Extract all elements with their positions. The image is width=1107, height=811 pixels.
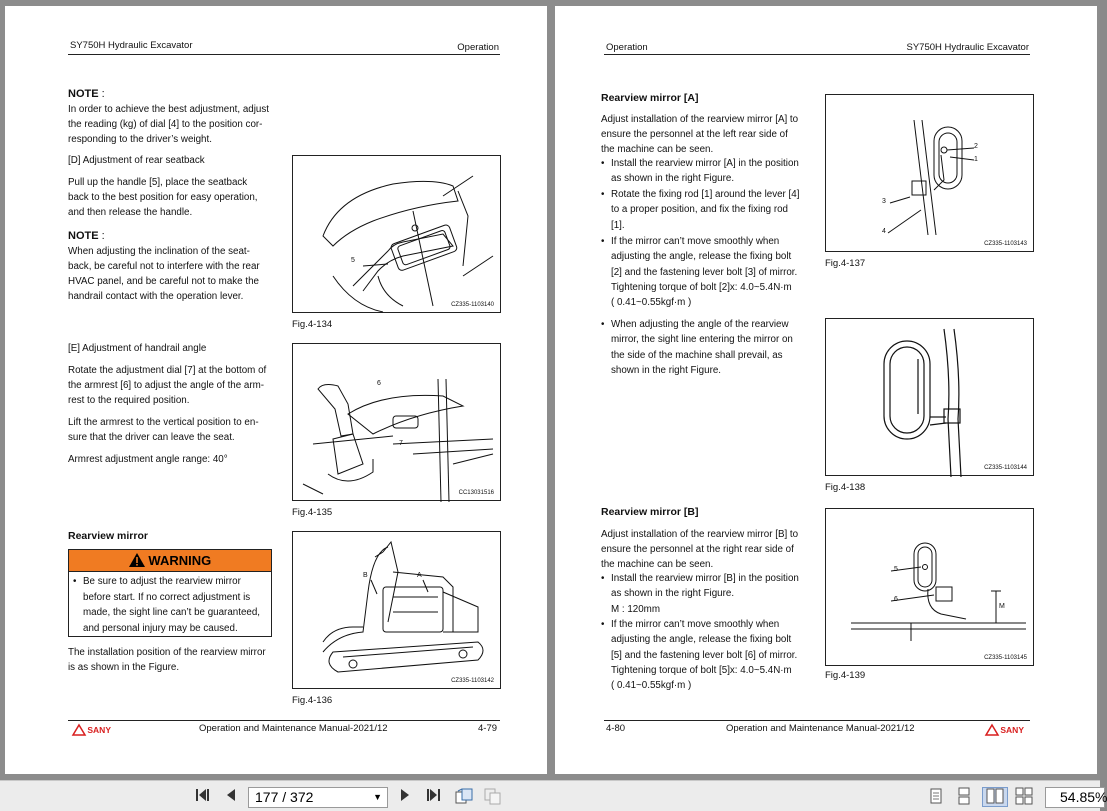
mirror-a-text: Adjust installation of the rearview mirror [A] to ensure the personnel at the left rear side of the machine can be seen. — [601, 114, 799, 155]
figure-4-134 — [292, 155, 501, 313]
fig136-callout-b: B — [363, 572, 368, 579]
mirror-b-text: Adjust installation of the rearview mirror [B] to ensure the personnel at the right rear side of the machine can be seen. — [601, 529, 799, 570]
viewer-toolbar — [0, 780, 1107, 811]
two-page-continuous-view-icon[interactable] — [1013, 787, 1035, 807]
note1-title: NOTE : — [68, 88, 105, 100]
fig136-callout-a: A — [417, 572, 422, 579]
mirror-b-bullet-2: • If the mirror can’t move smoothly when adjusting the angle, release the fixing bolt [5] and the fastening lever bolt [6] of mirror. Tightening torque of bolt [5]x: 4.0~5.4N·m ( 0.41~0.55kgf·m ) — [601, 619, 798, 692]
fig137-code: CZ335-1103143 — [984, 241, 1027, 247]
footer-page-number: 4-80 — [606, 723, 626, 734]
fig138-code: CZ335-1103144 — [984, 465, 1027, 471]
fig134-callout-5: 5 — [351, 257, 355, 264]
next-page-icon[interactable] — [394, 787, 416, 807]
last-page-icon[interactable] — [422, 787, 444, 807]
footer-rule — [604, 720, 1030, 721]
fig134-code: CZ335-1103140 — [451, 302, 494, 308]
warning-header: WARNING — [69, 550, 271, 572]
rearview-mirror-title: Rearview mirror — [68, 530, 148, 542]
sany-logo: SANY — [986, 725, 1024, 735]
note2-text: When adjusting the inclination of the seat- back, be careful not to interfere with the rear HVAC panel, and be careful not to make the handrail contact with the operation lever. — [68, 246, 260, 302]
fig138-caption: Fig.4-138 — [825, 482, 866, 493]
mirror-b-title: Rearview mirror [B] — [601, 506, 699, 518]
mirror-a-angle-illustration — [826, 319, 1035, 477]
section-d-text: Pull up the handle [5], place the seatback back to the best position for easy operation, and then release the handle. — [68, 177, 258, 218]
zoom-input[interactable]: 54.85% — [1045, 787, 1105, 808]
figure-4-135 — [292, 343, 501, 501]
footer-rule — [68, 720, 500, 721]
warning-box — [68, 549, 272, 637]
note2-title: NOTE : — [68, 230, 105, 242]
fig134-caption: Fig.4-134 — [292, 319, 333, 330]
two-page-view-icon[interactable] — [982, 787, 1008, 807]
fig137-callout-2: 2 — [974, 143, 978, 150]
mirror-a-bullet-3: • If the mirror can’t move smoothly when adjusting the angle, release the fixing bolt [2] and the fastening lever bolt [3] of mirror. Tightening torque of bolt [2]x: 4.0~5.4N·m ( 0.41~0.55kgf·m ) — [601, 236, 798, 309]
left-page — [5, 6, 547, 774]
seatback-illustration — [293, 156, 502, 314]
mirror-b-bullet-1: • Install the rearview mirror [B] in the position as shown in the right Figure. M : 120mm — [601, 573, 799, 615]
chevron-down-icon[interactable]: ▼ — [373, 792, 382, 802]
warning-text: • Be sure to adjust the rearview mirror before start. If no correct adjustment is made, the sight line can’t be guaranteed, and personal injury may be caused. — [73, 576, 261, 634]
sany-logo-icon — [986, 725, 998, 735]
section-e-text2: Lift the armrest to the vertical position to en- sure that the driver can leave the seat. — [68, 417, 259, 443]
fig139-callout-m: M — [999, 603, 1005, 610]
fig136-caption: Fig.4-136 — [292, 695, 333, 706]
fig139-code: CZ335-1103145 — [984, 655, 1027, 661]
fig137-callout-4: 4 — [882, 228, 886, 235]
continuous-view-icon[interactable] — [953, 787, 975, 807]
armrest-illustration — [293, 344, 502, 502]
fig135-caption: Fig.4-135 — [292, 507, 333, 518]
install-position-text: The installation position of the rearview mirror is as shown in the Figure. — [68, 647, 266, 673]
warning-triangle-icon — [129, 553, 145, 567]
figure-4-137 — [825, 94, 1034, 252]
fig139-callout-6: 6 — [894, 596, 898, 603]
mirror-a-bullet-2: • Rotate the fixing rod [1] around the lever [4] to a proper position, and fix the fixing rod [1]. — [601, 189, 800, 231]
section-d-title: [D] Adjustment of rear seatback — [68, 155, 205, 166]
footer-center: Operation and Maintenance Manual-2021/12 — [726, 723, 915, 734]
copy-icon[interactable] — [482, 787, 504, 807]
fig137-callout-3: 3 — [882, 198, 886, 205]
mirror-a-bullet-1: • Install the rearview mirror [A] in the position as shown in the right Figure. — [601, 158, 799, 185]
header-left: Operation — [606, 42, 648, 53]
mirror-a-title: Rearview mirror [A] — [601, 92, 699, 104]
rotate-icon[interactable] — [453, 787, 475, 807]
fig137-caption: Fig.4-137 — [825, 258, 866, 269]
fig135-code: CC13031516 — [458, 490, 494, 496]
footer-center: Operation and Maintenance Manual-2021/12 — [199, 723, 388, 734]
armrest-angle: Armrest adjustment angle range: 40° — [68, 454, 228, 465]
fig135-callout-6: 6 — [377, 380, 381, 387]
figure-4-136 — [292, 531, 501, 689]
header-left: SY750H Hydraulic Excavator — [70, 40, 193, 51]
page-number-input[interactable]: 177 / 372 ▼ — [248, 787, 388, 808]
right-page — [555, 6, 1097, 774]
sany-logo: SANY — [73, 725, 111, 735]
first-page-icon[interactable] — [192, 787, 214, 807]
prev-page-icon[interactable] — [220, 787, 242, 807]
fig139-caption: Fig.4-139 — [825, 670, 866, 681]
mirror-b-illustration — [826, 509, 1035, 667]
sany-logo-icon — [73, 725, 85, 735]
header-rule — [604, 54, 1030, 55]
figure-4-138 — [825, 318, 1034, 476]
fig137-callout-1: 1 — [974, 156, 978, 163]
note1-text: In order to achieve the best adjustment, adjust the reading (kg) of dial [4] to the position cor- responding to the driver’s weight. — [68, 104, 269, 145]
footer-page-number: 4-79 — [478, 723, 498, 734]
section-e-title: [E] Adjustment of handrail angle — [68, 343, 207, 354]
header-rule — [68, 54, 500, 55]
mirror-a-fixing-illustration — [826, 95, 1035, 253]
fig136-code: CZ335-1103142 — [451, 678, 494, 684]
fig139-callout-5: 5 — [894, 566, 898, 573]
figure-4-139 — [825, 508, 1034, 666]
section-e-text: Rotate the adjustment dial [7] at the bottom of the armrest [6] to adjust the angle of the arm- rest to the required position. — [68, 365, 267, 406]
mirror-a-bullet-4: • When adjusting the angle of the rearview mirror, the sight line entering the mirror on the side of the machine shall prevail, as shown in the right Figure. — [601, 319, 793, 376]
single-page-view-icon[interactable] — [925, 787, 947, 807]
excavator-illustration — [293, 532, 502, 690]
header-right: Operation — [457, 42, 499, 53]
fig135-callout-7: 7 — [399, 440, 403, 447]
header-right: SY750H Hydraulic Excavator — [906, 42, 1029, 53]
